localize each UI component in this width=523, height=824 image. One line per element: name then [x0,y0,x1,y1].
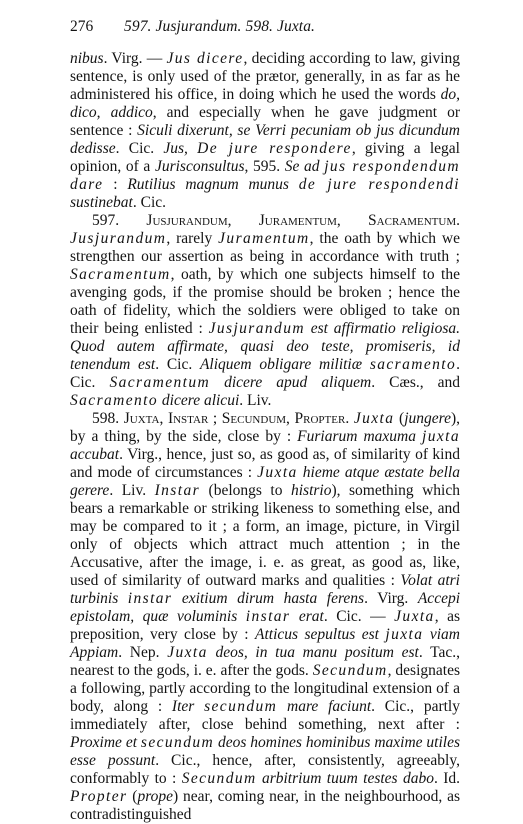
italic-run: Volat atri turbinis [70,572,460,607]
italic-run: Accepi epistolam, quæ voluminis [70,590,461,625]
text-run: ( [127,788,138,805]
spaced-italic-term: instar [127,590,173,607]
italic-run: do, dico, addico [70,86,460,121]
text-run: ), something which bears a remarkable or striking likeness to something else, and may be compared to it ; a form, an image, picture, in Virgil only of objects which attract much attention ; in the Accusative, after the image, i. e. as great, as good as, like, used of similarity of outward marks and qualities : [70,482,460,589]
text-run: . Cic. [155,356,200,373]
text-run: ( [394,410,405,427]
text-run: . Tac., nearest to the gods, i. e. after the gods. [70,644,460,679]
italic-run: histrio [291,482,332,499]
running-head: 597. Jusjurandum. 598. Juxta. [124,18,316,35]
text-run: . Nep. [118,644,168,661]
text-run: , as preposition, very close by : [70,608,461,643]
spaced-italic-term: secundum [140,734,215,751]
spaced-italic-term: Sacramentum [70,266,171,283]
spaced-italic-term: Jus dicere [166,50,244,67]
italic-run: Furiarum maxuma [297,428,422,445]
italic-run: Siculi dixerunt, se Verri pecuniam ob jus dicundum dedisse [70,122,460,157]
italic-run: arbitrium tuum testes dabo [256,770,434,787]
spaced-italic-term: jus respondendum dare [70,158,461,193]
italic-run: exitium dirum hasta ferens [172,590,365,607]
italic-run: sustinebat [70,194,133,211]
italic-run: jungere [404,410,451,427]
text-run: . Cic. [132,194,167,211]
text-run: . Cæs., and [371,374,461,391]
text-run: ), by a thing, by the side, close by : [70,410,461,445]
text-run: . Id. [433,770,460,787]
spaced-italic-term: Instar [154,482,201,499]
italic-run: deos, in tua manu positum est [207,644,419,661]
italic-run: dicere alicui [158,392,240,409]
italic-run: accubat [70,446,120,463]
italic-run: Proxime et [70,734,141,751]
text-run: , deciding according to law, giving sentence, is only used of the prætor, generally, in as far as he administered his office, in doing which he used the words [70,50,460,103]
spaced-italic-term: juxta [385,626,424,643]
text-run: . Cic. [115,140,164,157]
spaced-italic-term: Jusjurandum [208,320,305,337]
text-run: , designates a following, partly according to the longitudinal extension of a body, along : [70,662,460,715]
text-run: , rarely [166,230,219,247]
paragraph-598-juxta [70,410,460,824]
text-run: . [456,212,460,229]
text-run: : [103,176,128,193]
italic-run: prope [137,788,174,805]
spaced-italic-term: Juramentum [218,230,310,247]
spaced-italic-term: Juxta [257,464,298,481]
italic-run: mare faciunt [277,698,372,715]
text-run: 597. [92,212,147,229]
spaced-italic-term: sacramento [369,356,457,373]
spaced-italic-term: Juxta [167,644,208,661]
text-run: . Virg. [364,590,418,607]
spaced-italic-term: Jusjurandum [70,230,167,247]
text-run: . Cic. — [323,608,395,625]
italic-run: Jurisconsultus [154,158,245,175]
spaced-italic-term: Juxta [353,410,395,427]
text-run: . Liv. [109,482,155,499]
small-caps-heading: Jusjurandum, Juramentum, Sacramentum [146,212,457,229]
book-page [70,17,460,824]
body-text [70,50,460,824]
text-run: . Cic. [70,356,461,391]
text-run: 598. [92,410,124,427]
spaced-italic-term: de jure respondendi [298,176,460,193]
italic-run: Iter [171,698,205,715]
italic-run: Rutilius magnum munus [127,176,299,193]
italic-run: est affirmatio religiosa. Quod autem affirmate, quasi deo teste, promiseris, id tenendum est [70,320,460,373]
text-run: , the oath by which we strengthen our assertion as being in accordance with truth ; [70,230,461,265]
paragraph-continuation [70,50,460,212]
text-run: . Virg. — [103,50,167,67]
italic-run: viam Appiam [70,626,460,661]
spaced-italic-term: Secundum [312,662,388,679]
text-run: , oath, by which one subjects himself to the avenging gods, if the promise should be broken ; hence the oath of fidelity, which the soldiers were obliged to take on their being enlisted : [70,266,460,337]
text-run: . Virg., hence, just so, as good as, of similarity of kind and mode of circumstances : [70,446,460,481]
italic-run: Atticus sepultus est [255,626,386,643]
italic-run: Jus, [163,140,198,157]
spaced-italic-term: juxta [421,428,460,445]
spaced-italic-term: De jure respondere [197,140,352,157]
italic-run: hieme atque æstate bella gerere [70,464,460,499]
text-run: . Cic., partly immediately after, close behind something, next after : [70,698,460,733]
spaced-italic-term: secundum [204,698,278,715]
text-run: . [345,410,354,427]
text-run: , and especially when he gave judgment or sentence : [70,104,460,139]
spaced-italic-term: Juxta [394,608,435,625]
italic-run: nibus [70,50,104,67]
text-run: ) near, coming near, in the neighbourhood, as contradistinguished [70,788,460,823]
small-caps-heading: Juxta, Instar ; Secundum, Propter [123,410,346,427]
spaced-italic-term: Sacramentum [109,374,211,391]
spaced-italic-term: Secundum [181,770,257,787]
page-header [70,17,460,39]
italic-run: Aliquem obligare militiæ [199,356,370,373]
spaced-italic-term: Propter [70,788,128,805]
text-run: , giving a legal opinion, of a [70,140,460,175]
italic-run: erat [290,608,324,625]
text-run: . Liv. [239,392,272,409]
text-run: . Cic., hence, after, consistently, agreeably, conformably to : [70,752,460,787]
spaced-italic-term: Sacramento [70,392,159,409]
text-run: , 595. [244,158,285,175]
italic-run: dicere apud aliquem [210,374,372,391]
text-run: (belongs to [200,482,291,499]
italic-run: Se ad [284,158,325,175]
paragraph-597-jusjurandum [70,212,460,410]
italic-run: deos homines hominibus maxime utiles esse possunt [70,734,460,769]
spaced-italic-term: instar [245,608,291,625]
page-number: 276 [70,18,94,35]
